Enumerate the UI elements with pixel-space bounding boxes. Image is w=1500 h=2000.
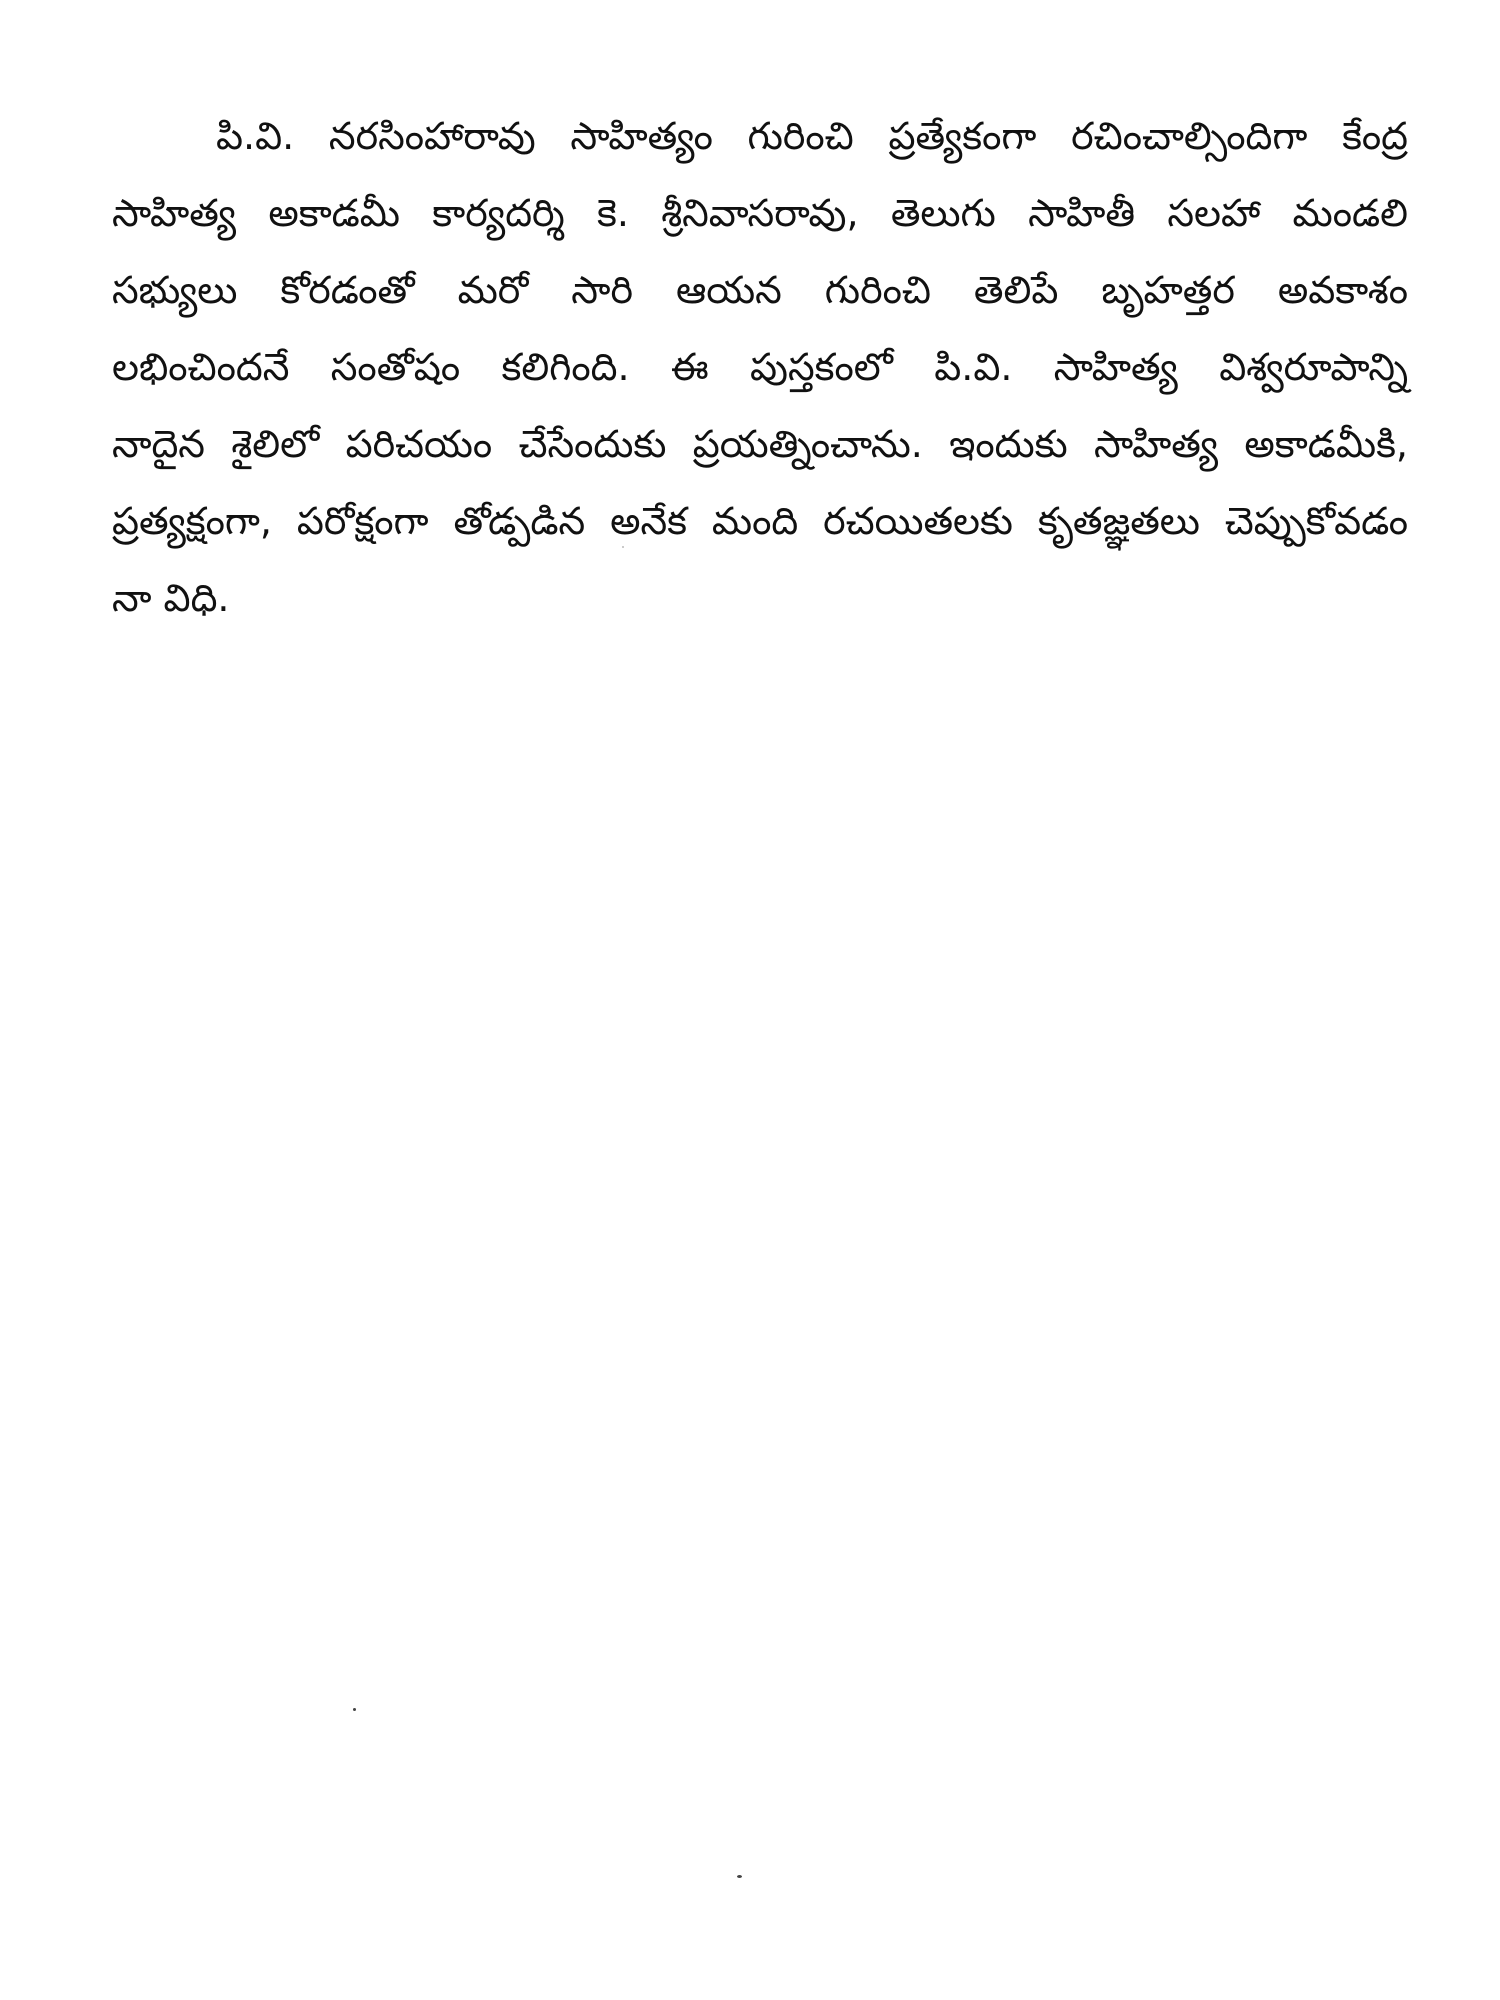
paragraph-line: సభ్యులు కోరడంతో మరో సారి ఆయన గురించి తెలిపే బృహత్తర అవకాశం <box>112 268 1408 312</box>
paragraph-line: లభించిందనే సంతోషం కలిగింది. ఈ పుస్తకంలో పి.వి. సాహిత్య విశ్వరూపాన్ని <box>112 345 1408 389</box>
paragraph-line: నాదైన శైలిలో పరిచయం చేసేందుకు ప్రయత్నించాను. ఇందుకు సాహిత్య అకాడమీకి, <box>112 422 1408 466</box>
paragraph-line: సాహిత్య అకాడమీ కార్యదర్శి కె. శ్రీనివాసరావు, తెలుగు సాహితీ సలహా మండలి <box>112 191 1408 235</box>
scan-speck <box>353 1708 356 1711</box>
paragraph-line: ప్రత్యక్షంగా, పరోక్షంగా తోడ్పడిన అనేక మంది రచయితలకు కృతజ్ఞతలు చెప్పుకోవడం <box>112 499 1408 543</box>
paragraph-line: నా విధి. <box>112 576 230 620</box>
paragraph-line: పి.వి. నరసింహారావు సాహిత్యం గురించి ప్రత్యేకంగా రచించాల్సిందిగా కేంద్ర <box>216 114 1408 158</box>
paragraph <box>112 98 1408 637</box>
scan-speck <box>737 1875 742 1878</box>
scan-speck <box>622 546 624 548</box>
